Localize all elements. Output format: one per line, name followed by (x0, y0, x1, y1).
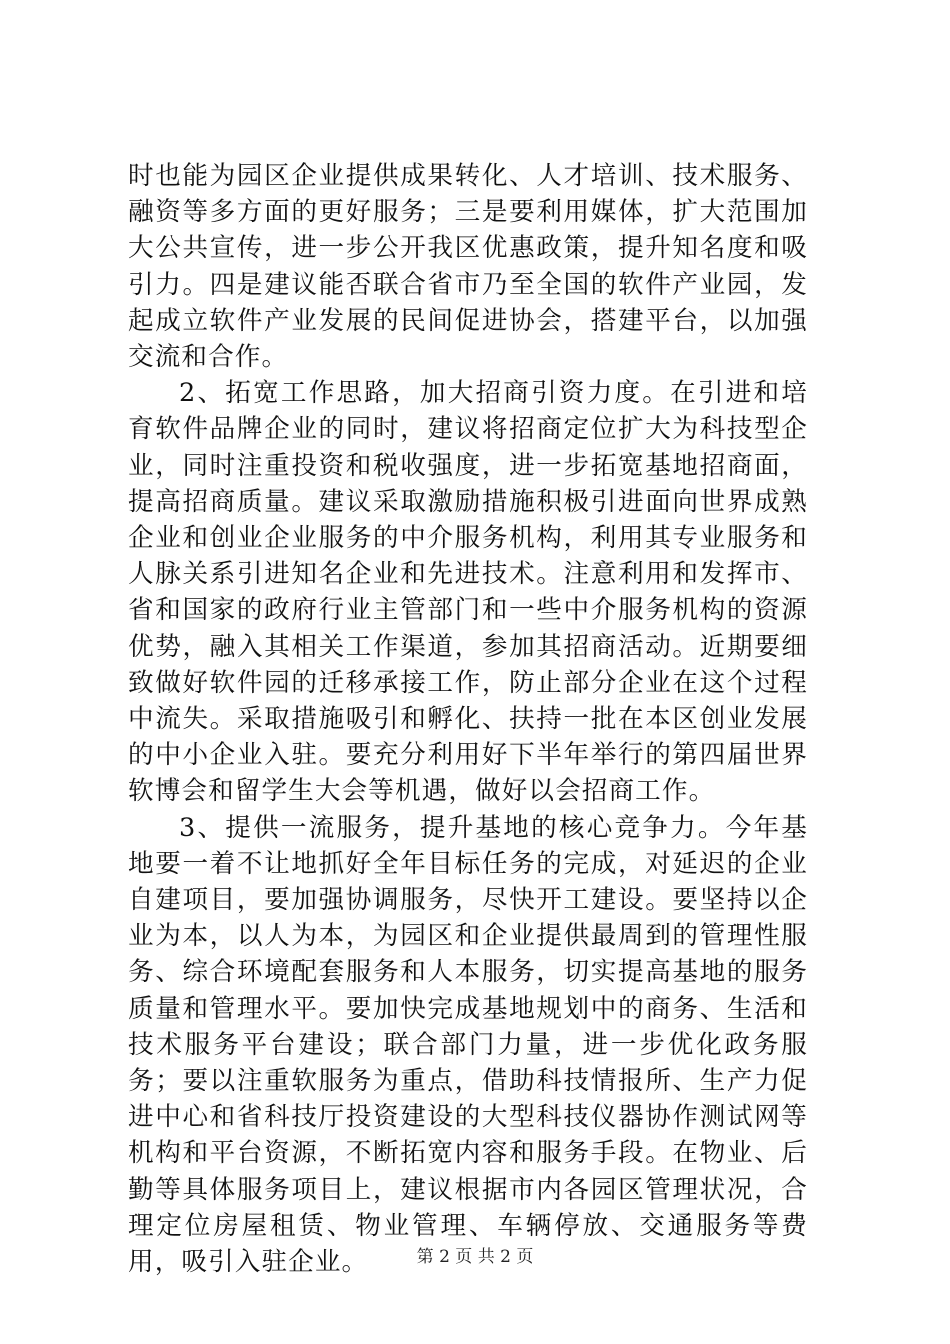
page-footer (0, 1246, 950, 1268)
paragraph-item-3: 3、提供一流服务，提升基地的核心竞争力。今年基地要一着不让地抓好全年目标任务的完成，对延迟的企业自建项目，要加强协调服务，尽快开工建设。要坚持以企业为本，以人为本，为园区和企业提供最周到的管理性服务、综合环境配套服务和人本服务，切实提高基地的服务质量和管理水平。要加快完成基地规划中的商务、生活和技术服务平台建设；联合部门力量，进一步优化政务服务；要以注重软服务为重点，借助科技情报所、生产力促进中心和省科技厅投资建设的大型科技仪器协作测试网等机构和平台资源，不断拓宽内容和服务手段。在物业、后勤等具体服务项目上，建议根据市内各园区管理状况，合理定位房屋租赁、物业管理、车辆停放、交通服务等费用，吸引入驻企业。 (128, 812, 808, 1278)
page-number-label: 第 2 页 共 2 页 (416, 1247, 534, 1267)
document-body (128, 158, 808, 1280)
paragraph-continuation: 时也能为园区企业提供成果转化、人才培训、技术服务、融资等多方面的更好服务；三是要利用媒体，扩大范围加大公共宣传，进一步公开我区优惠政策，提升知名度和吸引力。四是建议能否联合省市乃至全国的软件产业园，发起成立软件产业发展的民间促进协会，搭建平台，以加强交流和合作。 (128, 161, 808, 373)
paragraph-item-2: 2、拓宽工作思路，加大招商引资力度。在引进和培育软件品牌企业的同时，建议将招商定位扩大为科技型企业，同时注重投资和税收强度，进一步拓宽基地招商面，提高招商质量。建议采取激励措施积极引进面向世界成熟企业和创业企业服务的中介服务机构，利用其专业服务和人脉关系引进知名企业和先进技术。注意利用和发挥市、省和国家的政府行业主管部门和一些中介服务机构的资源优势，融入其相关工作渠道，参加其招商活动。近期要细致做好软件园的迁移承接工作，防止部分企业在这个过程中流失。采取措施吸引和孵化、扶持一批在本区创业发展的中小企业入驻。要充分利用好下半年举行的第四届世界软博会和留学生大会等机遇，做好以会招商工作。 (128, 378, 808, 807)
